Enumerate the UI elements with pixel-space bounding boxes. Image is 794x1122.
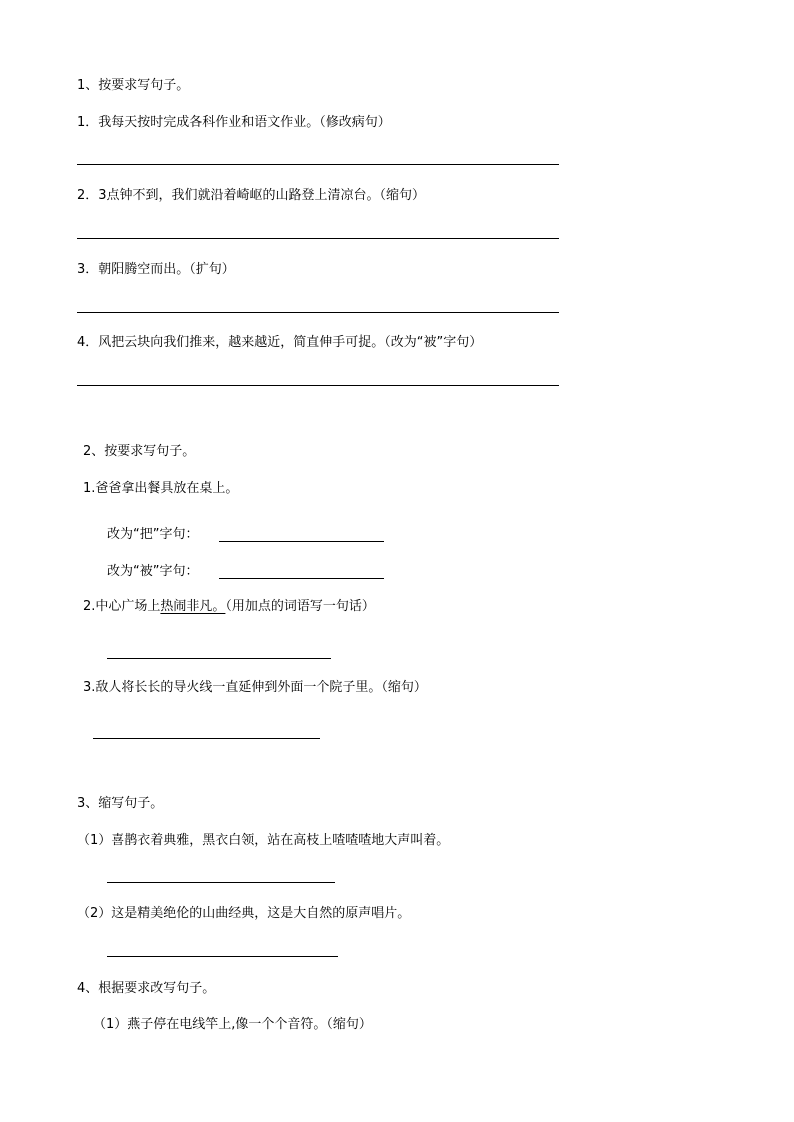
section-1-question-4: 4．风把云块向我们推来，越来越近，简直伸手可捉。（改为“被”字句） (77, 335, 483, 350)
answer-line[interactable] (107, 882, 335, 883)
answer-line[interactable] (77, 164, 559, 165)
section-1-question-3: 3．朝阳腾空而出。（扩句） (77, 262, 235, 277)
section-1-question-1: 1．我每天按时完成各科作业和语文作业。（修改病句） (77, 115, 391, 130)
bei-sentence-prompt: 改为“被”字句： (107, 564, 199, 579)
marked-phrase: 热闹非凡。 (160, 599, 226, 614)
question-text: 2.中心广场上 (83, 599, 161, 614)
answer-line[interactable] (77, 312, 559, 313)
answer-line[interactable] (77, 238, 559, 239)
section-4-question-1: （1）燕子停在电线竿上,像一个个音符。（缩句） (93, 1017, 372, 1032)
section-2-question-3: 3.敌人将长长的导火线一直延伸到外面一个院子里。（缩句） (83, 680, 427, 695)
section-1-heading: 1、按要求写句子。 (77, 78, 190, 93)
section-2-heading: 2、按要求写句子。 (83, 444, 196, 459)
ba-sentence-prompt: 改为“把”字句： (107, 527, 199, 542)
section-2-question-1: 1.爸爸拿出餐具放在桌上。 (83, 481, 239, 496)
answer-line[interactable] (77, 385, 559, 386)
answer-line[interactable] (107, 956, 338, 957)
section-3-heading: 3、缩写句子。 (77, 796, 164, 811)
bei-answer-line[interactable] (219, 578, 384, 579)
question-instruction: （用加点的词语写一句话） (225, 599, 375, 614)
answer-line[interactable] (93, 738, 320, 739)
ba-answer-line[interactable] (219, 541, 384, 542)
section-4-heading: 4、根据要求改写句子。 (77, 981, 216, 996)
section-3-question-1: （1）喜鹊衣着典雅，黑衣白领，站在高枝上喳喳喳地大声叫着。 (77, 833, 450, 848)
answer-line[interactable] (107, 658, 331, 659)
section-3-question-2: （2）这是精美绝伦的山曲经典，这是大自然的原声唱片。 (77, 906, 411, 921)
section-1-question-2: 2．3点钟不到，我们就沿着崎岖的山路登上清凉台。（缩句） (77, 188, 426, 203)
section-2-question-2 (83, 599, 375, 615)
